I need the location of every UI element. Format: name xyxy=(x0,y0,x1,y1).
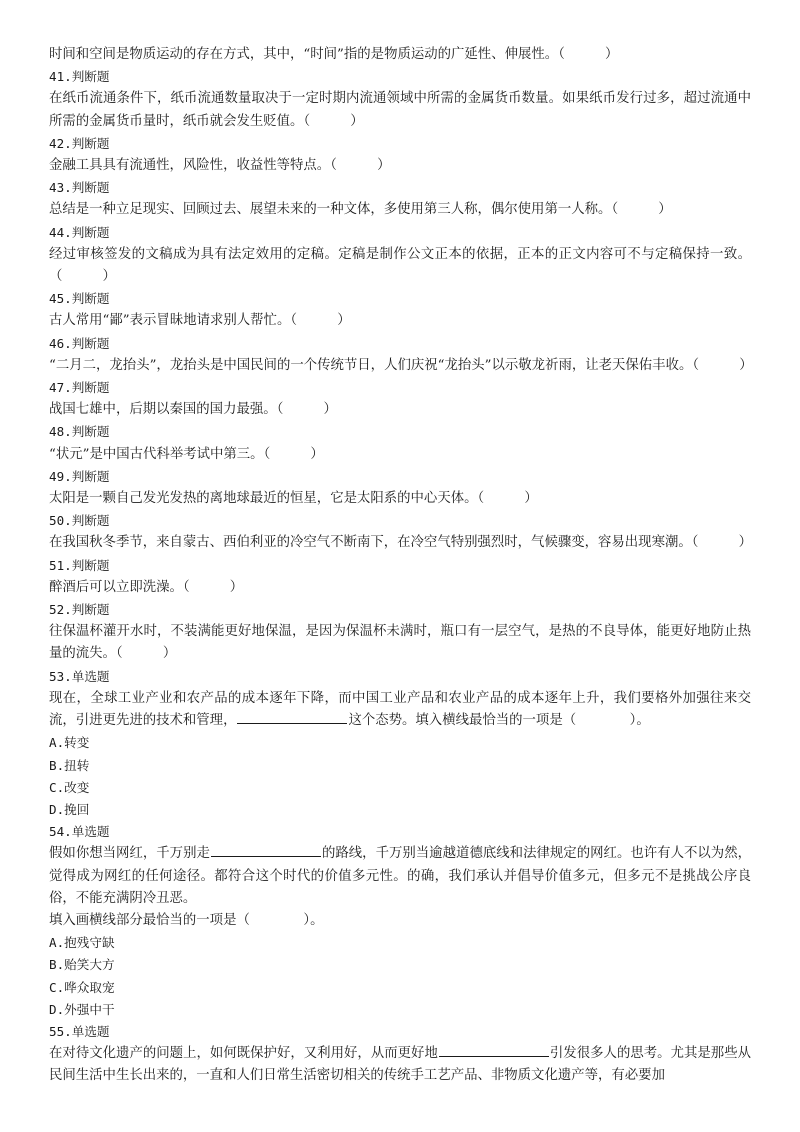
question-heading: 43.判断题 xyxy=(49,180,110,196)
answer-option: A.转变 xyxy=(49,735,90,751)
question-heading: 53.单选题 xyxy=(49,668,110,684)
question-text-part: 引发很多人的思考。尤其是那些从民间生活中生长出来的，一直和人们日常生活密切相关的传统手工艺产品、非物质文化遗产等，有必要加 xyxy=(49,1046,752,1084)
question-text-part: 在纸币流通条件下，纸币流通数量取决于一定时期内流通领域中所需的金属货币数量。如果纸币发行过多，超过流通中所需的金属货币量时，纸币就会发生贬值。（ ） xyxy=(49,91,751,129)
question-heading: 42.判断题 xyxy=(49,135,110,151)
question-text-part: 假如你想当网红，千万别走 xyxy=(49,846,210,862)
question-text-part: 时间和空间是物质运动的存在方式，其中，“时间”指的是物质运动的广延性、伸展性。（ ） xyxy=(49,47,619,62)
question-text xyxy=(49,688,751,732)
question-text xyxy=(49,199,751,221)
question-text-part: 金融工具具有流通性，风险性，收益性等特点。（ ） xyxy=(49,158,391,174)
question-text-part: 这个态势。填入横线最恰当的一项是（ ）。 xyxy=(348,713,650,729)
question-text xyxy=(49,310,751,332)
fill-in-blank-line xyxy=(211,844,321,857)
question-text xyxy=(49,399,751,421)
question-text-part: 战国七雄中，后期以秦国的国力最强。（ ） xyxy=(49,402,337,418)
question-text-part: 总结是一种立足现实、回顾过去、展望未来的一种文体，多使用第三人称，偶尔使用第一人称。（ ） xyxy=(49,202,672,218)
question-heading: 55.单选题 xyxy=(49,1023,110,1039)
question-heading: 54.单选题 xyxy=(49,824,110,840)
question-heading: 49.判断题 xyxy=(49,468,110,484)
question-text-part: “二月二，龙抬头”，龙抬头是中国民间的一个传统节日，人们庆祝“龙抬头”以示敬龙祈雨，让老天保佑丰收。（ ） xyxy=(49,357,753,373)
question-text-part: 太阳是一颗自己发光发热的离地球最近的恒星，它是太阳系的中心天体。（ ） xyxy=(49,491,538,507)
answer-option: C.哗众取宠 xyxy=(49,979,115,995)
answer-option: B.贻笑大方 xyxy=(49,957,115,973)
question-text xyxy=(49,155,751,177)
question-heading: 48.判断题 xyxy=(49,424,110,440)
question-heading: 44.判断题 xyxy=(49,224,110,240)
question-text-part: 在我国秋冬季节，来自蒙古、西伯利亚的冷空气不断南下，在冷空气特别强烈时，气候骤变，容易出现寒潮。（ ） xyxy=(49,535,752,551)
question-text-part: “状元”是中国古代科举考试中第三。（ ） xyxy=(49,446,324,462)
question-text xyxy=(49,577,751,599)
question-text-part: 往保温杯灌开水时，不装满能更好地保温，是因为保温杯未满时，瓶口有一层空气，是热的不良导体，能更好地防止热量的流失。（ ） xyxy=(49,624,751,662)
answer-option: B.扭转 xyxy=(49,757,90,773)
question-text xyxy=(49,910,751,932)
question-text xyxy=(49,444,751,466)
question-text xyxy=(49,532,751,554)
question-text xyxy=(49,88,751,132)
fill-in-blank-line xyxy=(237,711,347,724)
question-text xyxy=(49,621,751,665)
question-text xyxy=(49,44,751,66)
question-text-part: 醉酒后可以立即洗澡。（ ） xyxy=(49,579,244,595)
question-heading: 41.判断题 xyxy=(49,69,110,85)
question-text xyxy=(49,488,751,510)
question-text-part: 现在，全球工业产业和农产品的成本逐年下降，而中国工业产品和农业产品的成本逐年上升，我们要格外加强往来交流，引进更先进的技术和管理， xyxy=(49,690,751,729)
question-text xyxy=(49,355,751,377)
question-heading: 51.判断题 xyxy=(49,557,110,573)
question-heading: 46.判断题 xyxy=(49,335,110,351)
question-text-part: 在对待文化遗产的问题上，如何既保护好，又利用好，从而更好地 xyxy=(49,1046,438,1062)
document-body xyxy=(49,44,751,1088)
question-text-part: 古人常用“鄙”表示冒昧地请求别人帮忙。（ ） xyxy=(49,313,351,329)
question-heading: 47.判断题 xyxy=(49,380,110,396)
question-heading: 45.判断题 xyxy=(49,291,110,307)
answer-option: C.改变 xyxy=(49,779,90,795)
answer-option: A.抱残守缺 xyxy=(49,935,115,951)
question-heading: 52.判断题 xyxy=(49,602,110,618)
answer-option: D.外强中干 xyxy=(49,1001,115,1017)
question-text-part: 的路线，千万别当逾越道德底线和法律规定的网红。也许有人不以为然，觉得成为网红的任何途径。都符合这个时代的价值多元性。的确，我们承认并倡导价值多元，但多元不是挑战公序良俗，不能充满阴冷丑恶。 xyxy=(49,846,752,906)
question-text xyxy=(49,843,751,910)
fill-in-blank-line xyxy=(439,1044,549,1057)
question-text-part: 填入画横线部分最恰当的一项是（ ）。 xyxy=(49,912,324,928)
question-heading: 50.判断题 xyxy=(49,513,110,529)
answer-option: D.挽回 xyxy=(49,801,90,817)
question-text xyxy=(49,1043,751,1087)
question-text xyxy=(49,244,751,288)
question-text-part: 经过审核签发的文稿成为具有法定效用的定稿。定稿是制作公文正本的依据，正本的正文内容可不与定稿保持一致。（ ） xyxy=(49,246,751,285)
